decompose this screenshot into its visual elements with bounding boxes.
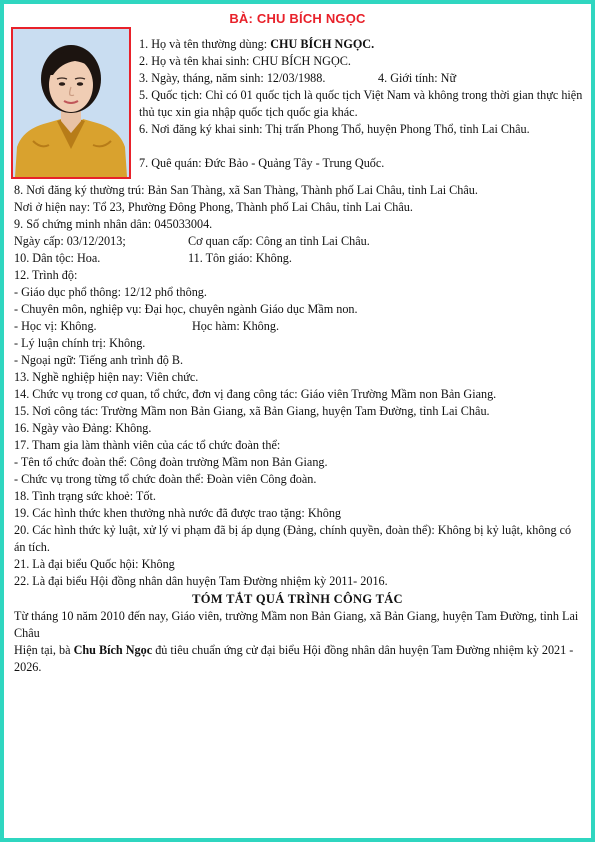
field-organization-name: - Tên tổ chức đoàn thể: Công đoàn trường Mầm non Bản Giang. xyxy=(14,455,328,469)
field-academic-degree: - Học vị: Không. xyxy=(14,319,97,333)
field-organizations-heading: 17. Tham gia làm thành viên của các tổ chức đoàn thể: xyxy=(14,438,281,452)
field-national-assembly: 21. Là đại biểu Quốc hội: Không xyxy=(14,557,175,571)
field-birth-date: 3. Ngày, tháng, năm sinh: 12/03/1988. xyxy=(139,71,326,85)
field-birth-name: 2. Họ và tên khai sinh: CHU BÍCH NGỌC. xyxy=(139,54,351,68)
field-political-theory: - Lý luận chính trị: Không. xyxy=(14,336,146,350)
page-title: BÀ: CHU BÍCH NGỌC xyxy=(229,11,366,26)
field-id-issuing-agency: Cơ quan cấp: Công an tỉnh Lai Châu. xyxy=(188,234,370,248)
field-workplace: 15. Nơi công tác: Trường Mầm non Bản Giang, xã Bản Giang, huyện Tam Đường, tỉnh Lai Châu. xyxy=(14,404,490,418)
portrait-photo xyxy=(11,27,131,179)
portrait-image xyxy=(13,29,129,177)
field-education-heading: 12. Trình độ: xyxy=(14,268,78,282)
field-position: 14. Chức vụ trong cơ quan, tổ chức, đơn vị đang công tác: Giáo viên Trường Mầm non Bản Giang. xyxy=(14,387,497,401)
field-current-residence: Nơi ở hiện nay: Tổ 23, Phường Đông Phong, Thành phố Lai Châu, tỉnh Lai Châu. xyxy=(14,200,413,214)
field-party-date: 16. Ngày vào Đảng: Không. xyxy=(14,421,152,435)
field-academic-title: Học hàm: Không. xyxy=(192,319,279,333)
field-id-number: 9. Số chứng minh nhân dân: 045033004. xyxy=(14,217,213,231)
field-birth-registration: 6. Nơi đăng ký khai sinh: Thị trấn Phong Thổ, huyện Phong Thổ, tỉnh Lai Châu. xyxy=(139,122,530,136)
field-health: 18. Tình trạng sức khoẻ: Tốt. xyxy=(14,489,156,503)
field-council-delegate: 22. Là đại biểu Hội đồng nhân dân huyện Tam Đường nhiệm kỳ 2011- 2016. xyxy=(14,574,388,588)
field-ethnicity: 10. Dân tộc: Hoa. xyxy=(14,251,101,265)
field-hometown: 7. Quê quán: Đức Bảo - Quảng Tây - Trung Quốc. xyxy=(139,156,385,170)
field-occupation: 13. Nghề nghiệp hiện nay: Viên chức. xyxy=(14,370,199,384)
field-id-issue-date: Ngày cấp: 03/12/2013; xyxy=(14,234,126,248)
field-nationality: 5. Quốc tịch: Chỉ có 01 quốc tịch là quốc tịch Việt Nam và không trong thời gian thực hiện thủ tục xin gia nhập quốc tịch quốc gia khác. xyxy=(139,88,583,119)
summary-paragraph-1: Từ tháng 10 năm 2010 đến nay, Giáo viên, trường Mầm non Bản Giang, xã Bản Giang, huyện Tam Đường, tỉnh Lai Châu xyxy=(14,609,579,640)
field-foreign-language: - Ngoại ngữ: Tiếng anh trình độ B. xyxy=(14,353,184,367)
field-permanent-residence: 8. Nơi đăng ký thường trú: Bản San Thàng, xã San Thàng, Thành phố Lai Châu, tỉnh Lai Châu. xyxy=(14,183,478,197)
candidate-name: Chu Bích Ngọc xyxy=(73,643,153,657)
field-awards: 19. Các hình thức khen thưởng nhà nước đã được trao tặng: Không xyxy=(14,506,342,520)
field-common-name: 1. Họ và tên thường dùng: CHU BÍCH NGỌC. xyxy=(139,37,375,51)
field-discipline: 20. Các hình thức kỷ luật, xử lý vi phạm đã bị áp dụng (Đảng, chính quyền, đoàn thể): Không bị kỷ luật, không có án tích. xyxy=(14,523,572,554)
field-organization-role: - Chức vụ trong từng tổ chức đoàn thể: Đoàn viên Công đoàn. xyxy=(14,472,317,486)
summary-heading: TÓM TẮT QUÁ TRÌNH CÔNG TÁC xyxy=(192,592,403,606)
summary-paragraph-2: Hiện tại, bà Chu Bích Ngọc đủ tiêu chuẩn ứng cử đại biểu Hội đồng nhân dân huyện Tam Đường nhiệm kỳ 2021 - 2026. xyxy=(14,643,574,674)
field-professional-qualification: - Chuyên môn, nghiệp vụ: Đại học, chuyên ngành Giáo dục Mầm non. xyxy=(14,302,358,316)
field-religion: 11. Tôn giáo: Không. xyxy=(188,251,292,265)
field-general-education: - Giáo dục phổ thông: 12/12 phổ thông. xyxy=(14,285,207,299)
field-gender: 4. Giới tính: Nữ xyxy=(378,71,457,85)
